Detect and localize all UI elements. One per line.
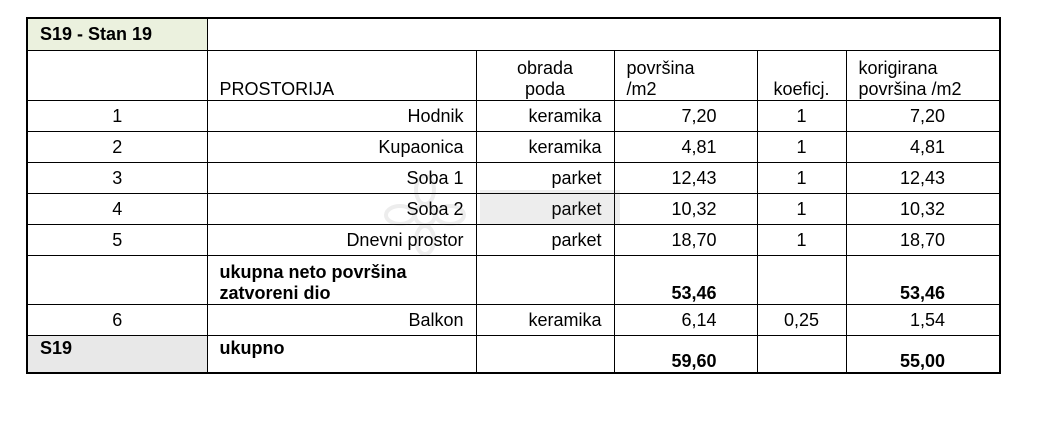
- row-area: 7,20: [614, 101, 757, 132]
- row-coef: 1: [757, 163, 846, 194]
- subtotal-row: [27, 256, 1000, 305]
- row-number: 4: [27, 194, 207, 225]
- row-coef: 1: [757, 225, 846, 256]
- apartment-title: S19 - Stan 19: [27, 18, 207, 51]
- header-floor-line1: obrada: [516, 58, 574, 78]
- row-room: Soba 2: [207, 194, 476, 225]
- header-room: [207, 51, 476, 101]
- total-label: ukupno: [207, 336, 476, 374]
- row-room: Kupaonica: [207, 132, 476, 163]
- header-area-line1: površina: [626, 58, 695, 78]
- row-floor: keramika: [476, 101, 614, 132]
- header-coef: koeficj.: [757, 51, 846, 101]
- table-row: [27, 101, 1000, 132]
- row-area: 4,81: [614, 132, 757, 163]
- row-number: 6: [27, 305, 207, 336]
- total-coef: [757, 336, 846, 374]
- subtotal-coef: [757, 256, 846, 305]
- total-row: [27, 336, 1000, 374]
- row-room: Balkon: [207, 305, 476, 336]
- row-corrected: 10,32: [846, 194, 1000, 225]
- row-floor: parket: [476, 194, 614, 225]
- subtotal-number: [27, 256, 207, 305]
- row-number: 5: [27, 225, 207, 256]
- row-coef: 0,25: [757, 305, 846, 336]
- title-row: [27, 18, 1000, 51]
- header-floor-line2: poda: [524, 79, 566, 99]
- total-code: S19: [27, 336, 207, 374]
- subtotal-floor: [476, 256, 614, 305]
- header-room-text: PROSTORIJA: [219, 79, 335, 99]
- row-coef: 1: [757, 132, 846, 163]
- row-corrected: 18,70: [846, 225, 1000, 256]
- subtotal-label: [207, 256, 476, 305]
- row-room: Hodnik: [207, 101, 476, 132]
- table-row: [27, 194, 1000, 225]
- apartment-area-sheet: [26, 17, 999, 374]
- header-row: [27, 51, 1000, 101]
- table-row: [27, 163, 1000, 194]
- header-corrected-line2: površina /m2: [858, 79, 962, 99]
- row-room: Soba 1: [207, 163, 476, 194]
- row-corrected: 1,54: [846, 305, 1000, 336]
- total-area: 59,60: [614, 336, 757, 374]
- row-floor: parket: [476, 225, 614, 256]
- row-corrected: 4,81: [846, 132, 1000, 163]
- header-number: [27, 51, 207, 101]
- row-coef: 1: [757, 194, 846, 225]
- total-corrected: 55,00: [846, 336, 1000, 374]
- table-row: [27, 225, 1000, 256]
- row-corrected: 7,20: [846, 101, 1000, 132]
- header-area-line2: /m2: [626, 79, 657, 99]
- row-floor: parket: [476, 163, 614, 194]
- row-number: 2: [27, 132, 207, 163]
- row-area: 18,70: [614, 225, 757, 256]
- row-area: 10,32: [614, 194, 757, 225]
- row-room: Dnevni prostor: [207, 225, 476, 256]
- subtotal-area: 53,46: [614, 256, 757, 305]
- subtotal-label-line2: zatvoreni dio: [219, 283, 331, 303]
- subtotal-label-line1: ukupna neto površina: [219, 262, 407, 282]
- row-floor: keramika: [476, 305, 614, 336]
- balcony-row: [27, 305, 1000, 336]
- row-corrected: 12,43: [846, 163, 1000, 194]
- subtotal-corrected: 53,46: [846, 256, 1000, 305]
- row-area: 6,14: [614, 305, 757, 336]
- header-corrected-line1: korigirana: [858, 58, 938, 78]
- area-table: [26, 17, 1001, 374]
- total-floor: [476, 336, 614, 374]
- row-number: 3: [27, 163, 207, 194]
- header-area: [614, 51, 757, 101]
- row-coef: 1: [757, 101, 846, 132]
- row-number: 1: [27, 101, 207, 132]
- table-row: [27, 132, 1000, 163]
- title-spacer: [207, 18, 1000, 51]
- header-corrected: [846, 51, 1000, 101]
- header-floor: [476, 51, 614, 101]
- row-area: 12,43: [614, 163, 757, 194]
- row-floor: keramika: [476, 132, 614, 163]
